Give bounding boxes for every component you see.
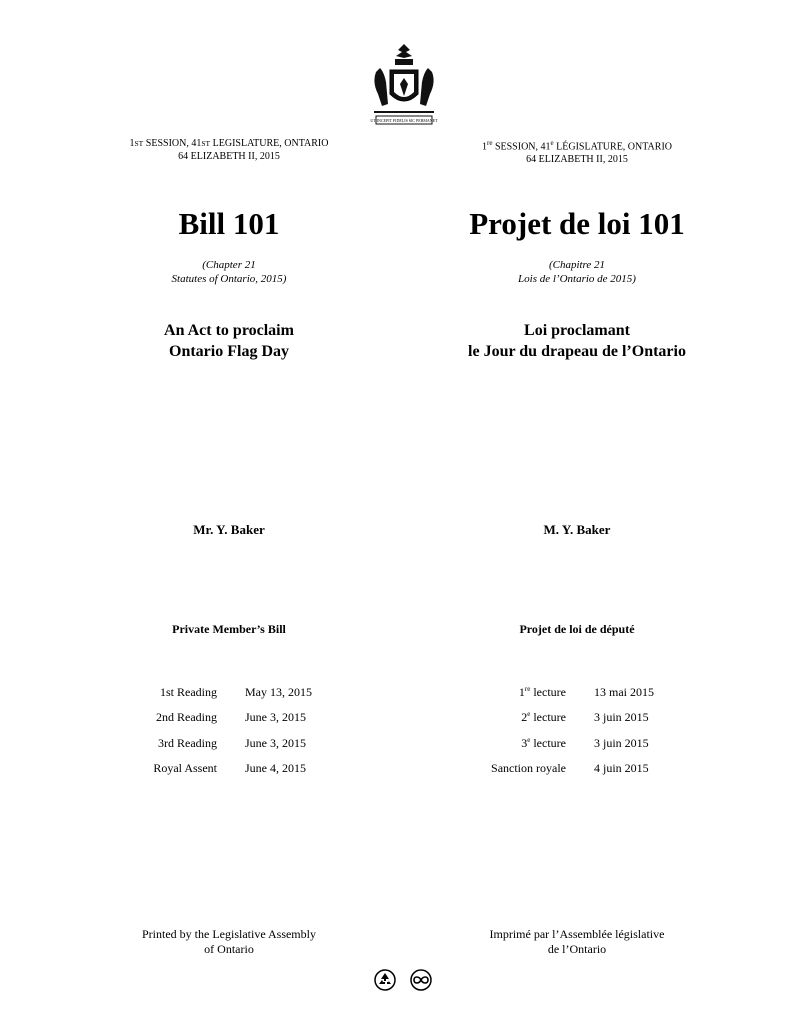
french-reading-label: 3e lecture [521,736,566,750]
english-printer-line1: Printed by the Legislative Assembly [142,927,316,941]
french-reading-date: 3 juin 2015 [594,736,649,750]
english-session-line1: 1ST SESSION, 41ST LEGISLATURE, ONTARIO [129,138,329,149]
french-reading-label: 2e lecture [521,710,566,724]
english-reading-date: June 3, 2015 [245,710,306,724]
english-bill-title: Bill 101 [178,206,280,241]
french-reading-label: 1re lecture [518,685,566,699]
english-chapter [82,258,376,286]
french-member: M. Y. Baker [543,522,611,537]
english-act-title-line2: Ontario Flag Day [169,343,289,360]
english-reading-label: 2nd Reading [156,710,217,724]
english-chapter-line2: Statutes of Ontario, 2015) [171,273,287,285]
english-bill-type: Private Member’s Bill [172,622,286,636]
french-session-line2: 64 ELIZABETH II, 2015 [526,154,628,166]
french-reading-date: 13 mai 2015 [594,685,654,699]
english-session-header [82,137,376,163]
french-session-line1: 1re SESSION, 41e LÉGISLATURE, ONTARIO [482,139,672,153]
english-chapter-line1: (Chapter 21 [202,259,256,271]
english-printer-credit [82,927,376,957]
english-reading-date: June 3, 2015 [245,736,306,750]
english-printer-line2: of Ontario [204,942,254,956]
french-act-title-line1: Loi proclamant [524,322,630,339]
french-chapter [430,258,724,286]
english-reading-label: Royal Assent [153,761,217,775]
french-printer-line1: Imprimé par l’Assemblée législative [489,927,665,941]
english-reading-date: June 4, 2015 [245,761,306,775]
french-reading-label: Sanction royale [491,761,566,775]
english-member: Mr. Y. Baker [193,522,265,537]
french-session-header [430,137,724,166]
english-session-line2: 64 ELIZABETH II, 2015 [178,151,280,162]
french-act-title [430,320,724,362]
french-printer-line2: de l’Ontario [547,942,607,956]
french-bill-type: Projet de loi de député [519,622,635,636]
french-bill-title: Projet de loi 101 [469,206,685,241]
english-reading-label: 1st Reading [160,685,217,699]
french-reading-date: 3 juin 2015 [594,710,649,724]
english-reading-date: May 13, 2015 [245,685,312,699]
french-chapter-line2: Lois de l’Ontario de 2015) [518,273,636,285]
ontario-coat-of-arms-icon [368,42,440,132]
french-act-title-line2: le Jour du drapeau de l’Ontario [468,343,686,360]
french-printer-credit [430,927,724,957]
english-act-title [82,320,376,362]
english-act-title-line1: An Act to proclaim [164,322,294,339]
permanent-paper-icon [410,969,432,991]
french-chapter-line1: (Chapitre 21 [548,259,606,271]
english-reading-label: 3rd Reading [158,736,217,750]
crest-motto: UT INCEPIT FIDELIS SIC PERMANET [370,118,438,123]
recycle-icon [374,969,396,991]
french-reading-date: 4 juin 2015 [594,761,649,775]
